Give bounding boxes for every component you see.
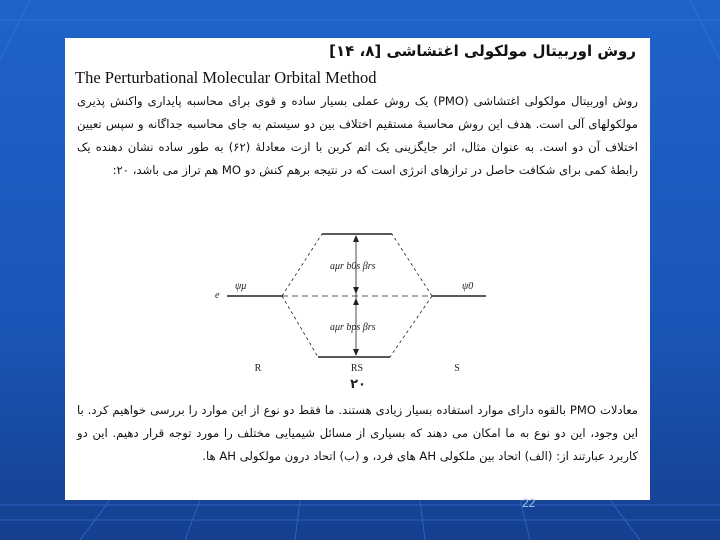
label-rs: RS [350,363,364,374]
label-r: R [254,363,262,374]
paragraph-2: معادلات PMO بالقوه دارای موارد استفاده بسیار زیادی هستند. ما فقط دو نوع از این موارد را بررسی خواهیم کرد. با این وجود، این دو نوع به ما امکان می دهند که بسیاری از مسائل شیمیایی مختلف را مورد توجه قرار دهیم. این دو کاربرد عبارتند از: (الف) اتحاد بین ملکولی AH های فرد، و (ب) اتحاد درون مولکولی AH ها. [77,403,638,463]
energy-label: e [215,290,220,301]
left-orbital-label: ψμ [235,281,247,292]
scanned-document [65,38,650,500]
document-subtitle: The Perturbational Molecular Orbital Method [75,68,377,87]
page-number: 22 [522,496,536,510]
figure-number: ۲۰ [350,377,366,392]
lower-split-label: aμr bps βrs [330,322,376,333]
upper-split-label: aμr b0s βrs [330,261,376,272]
right-orbital-label: ψ0 [462,281,474,292]
document-title: روش اوربیتال مولکولی اغتشاشی [۸، ۱۴] [329,42,636,60]
orbital-diagram [65,38,650,398]
paragraph-1: روش اوربیتال مولکولی اغتشاشی (PMO) یک روش عملی بسیار ساده و قوی برای محاسبه پایداری واکنش پذیری مولکولهای آلی است. هدف این روش محاسبهٔ مستقیم اختلاف بین دو سیستم به جای محاسبه جداگانه و سپس تعیین اختلاف آن دو است. به عنوان مثال، اثر جایگزینی یک اتم کربن با ازت معادلهٔ (۶۲) به طور ساده نشان دهنده یک رابطهٔ کمی برای شکافت حاصل در ترازهای انرژی است که در نتیجه برهم کنش دو MO هم تراز می باشد، ۲۰: [77,94,638,177]
label-s: S [454,363,460,374]
